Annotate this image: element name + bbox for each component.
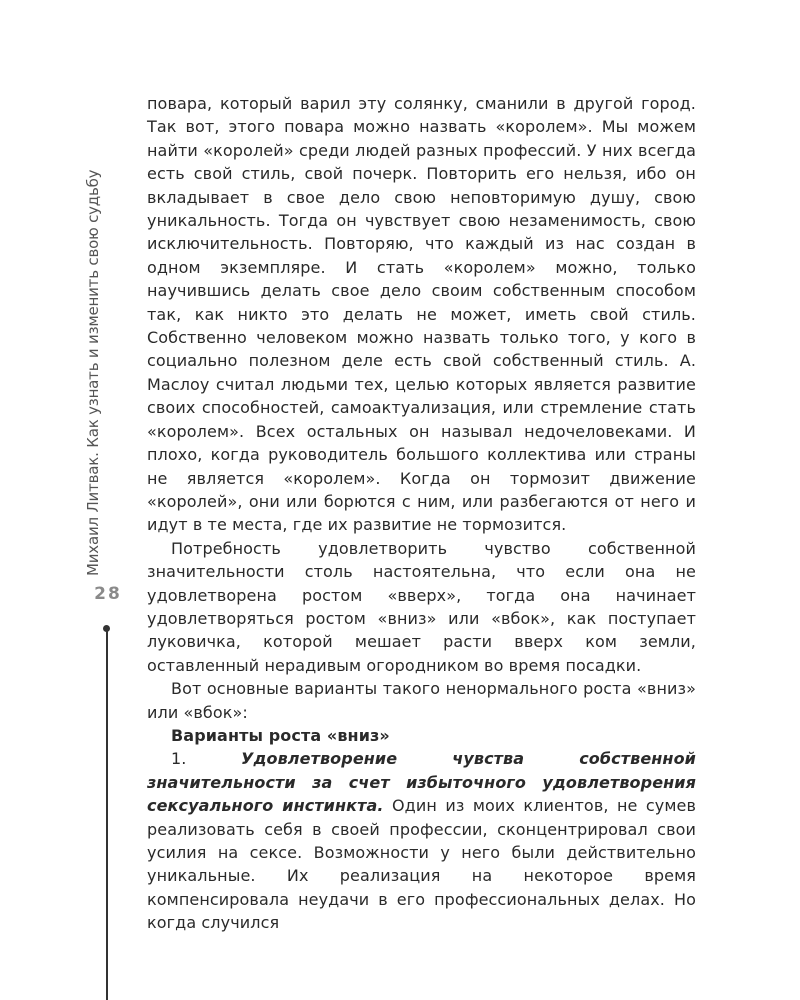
- paragraph-4: [147, 747, 696, 934]
- paragraph-1: повара, который варил эту солянку, сманили в другой город. Так вот, этого повара можно назвать «королем». Мы можем найти «королей» среди людей разных профессий. У них всегда есть свой стиль, свой почерк. Повторить его нельзя, ибо он вкладывает в свое дело свою неповторимую душу, свою уникальность. Тогда он чувствует свою незаменимость, свою исключительность. Повторяю, что каждый из нас создан в одном экземпляре. И стать «королем» можно, только научившись делать свое дело своим собственным способом так, как никто это делать не может, иметь свой стиль. Собственно человеком можно назвать только того, у кого в социально полезном деле есть свой собственный стиль. А. Маслоу считал людьми тех, целью которых является развитие своих способностей, самоактуализация, или стремление стать «королем». Всех остальных он называл недочеловеками. И плохо, когда руководитель большого коллектива или страны не является «королем». Когда он тормозит движение «королей», они или борются с ним, или разбегаются от него и идут в те места, где их развитие не тормозится.: [147, 94, 696, 535]
- list-number: 1.: [171, 749, 242, 769]
- section-heading: Варианты роста «вниз»: [171, 725, 390, 745]
- margin-rule-line: [106, 628, 108, 1000]
- paragraph-4-rest: Один из моих клиентов, не сумев реализовать себя в своей профессии, сконцентрировал свои усилия на сексе. Возможности у него были действительно уникальные. Их реализация на некоторое время компенсировала неудачи в его профессиональных делах. Но когда случился: [147, 796, 697, 933]
- running-title: Михаил Литвак. Как узнать и изменить свою судьбу: [84, 169, 102, 576]
- paragraph-3: Вот основные варианты такого ненормального роста «вниз» или «вбок»:: [147, 679, 696, 722]
- paragraph-2: Потребность удовлетворить чувство собственной значительности столь настоятельна, что если она не удовлетворена ростом «вверх», тогда она начинает удовлетворяться ростом «вниз» или «вбок», как поступает луковичка, которой мешает расти вверх ком земли, оставленный нерадивым огородником во время посадки.: [147, 538, 696, 675]
- body-text: [147, 92, 696, 935]
- emphasis-text: Удовлетворение чувства собственной значительности за счет избыточного удовлетворения сексуального инстинкта.: [147, 749, 696, 816]
- page-number: 28: [94, 584, 122, 604]
